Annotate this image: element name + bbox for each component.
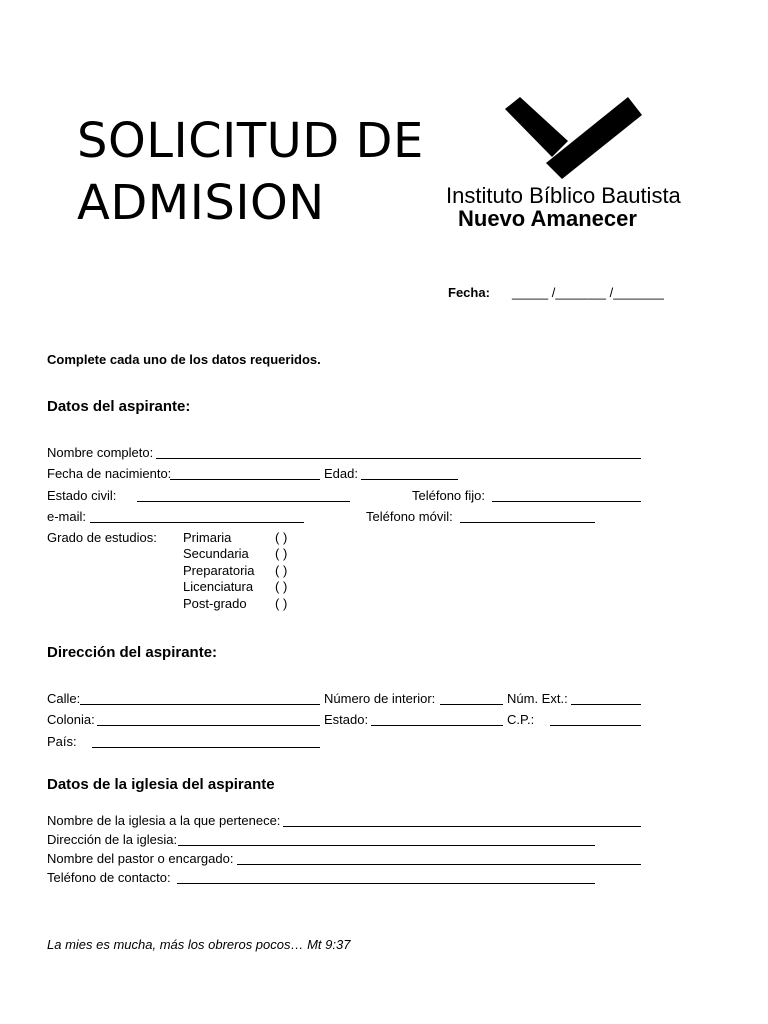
nombre-field[interactable] [156, 458, 641, 459]
colonia-field[interactable] [97, 725, 320, 726]
iglesia-nombre-field[interactable] [283, 826, 641, 827]
telefono-fijo-field[interactable] [492, 501, 641, 502]
fecha-blanks[interactable]: _____ /_______ /_______ [512, 285, 664, 300]
telefono-movil-label: Teléfono móvil: [366, 509, 453, 524]
codigo-postal-field[interactable] [550, 725, 641, 726]
page-title-line2: ADMISION [77, 175, 325, 231]
email-label: e-mail: [47, 509, 87, 524]
grado-option-label: Secundaria [183, 546, 249, 561]
colonia-label: Colonia: [47, 712, 95, 727]
pais-field[interactable] [92, 747, 320, 748]
pastor-field[interactable] [237, 864, 641, 865]
fecha-label: Fecha: [448, 285, 490, 300]
grado-option-checkbox[interactable]: ( ) [275, 563, 288, 578]
iglesia-direccion-label: Dirección de la iglesia: [47, 832, 178, 847]
grado-estudios-label: Grado de estudios: [47, 530, 157, 545]
calle-label: Calle: [47, 691, 81, 706]
telefono-contacto-field[interactable] [177, 883, 595, 884]
section-heading-iglesia: Datos de la iglesia del aspirante [47, 776, 275, 793]
page-title-line1: SOLICITUD DE [77, 113, 424, 169]
grado-option-label: Post-grado [183, 596, 247, 611]
numero-exterior-label: Núm. Ext.: [507, 691, 568, 706]
grado-option-checkbox[interactable]: ( ) [275, 579, 288, 594]
pais-label: País: [47, 734, 77, 749]
numero-interior-label: Número de interior: [324, 691, 436, 706]
grado-option-label: Preparatoria [183, 563, 255, 578]
grado-option-checkbox[interactable]: ( ) [275, 530, 288, 545]
iglesia-nombre-label: Nombre de la iglesia a la que pertenece: [47, 813, 281, 828]
grado-option-checkbox[interactable]: ( ) [275, 596, 288, 611]
telefono-contacto-label: Teléfono de contacto: [47, 870, 171, 885]
grado-option-label: Primaria [183, 530, 232, 545]
numero-interior-field[interactable] [440, 704, 503, 705]
telefono-fijo-label: Teléfono fijo: [412, 488, 485, 503]
fecha-nacimiento-field[interactable] [170, 479, 320, 480]
iglesia-direccion-field[interactable] [178, 845, 595, 846]
section-heading-direccion: Dirección del aspirante: [47, 644, 218, 661]
edad-label: Edad: [324, 466, 358, 481]
grado-option-label: Licenciatura [183, 579, 254, 594]
estado-field[interactable] [371, 725, 503, 726]
logo-institute-subname: Nuevo Amanecer [458, 206, 637, 231]
logo-institute-name: Instituto Bíblico Bautista [446, 183, 681, 208]
calle-field[interactable] [80, 704, 320, 705]
edad-field[interactable] [361, 479, 458, 480]
pastor-label: Nombre del pastor o encargado: [47, 851, 234, 866]
estado-label: Estado: [324, 712, 369, 727]
email-field[interactable] [90, 522, 304, 523]
footer-verse: La mies es mucha, más los obreros pocos… Mt 9:37 [47, 937, 351, 952]
nombre-label: Nombre completo: [47, 445, 154, 460]
grado-option-checkbox[interactable]: ( ) [275, 546, 288, 561]
numero-exterior-field[interactable] [571, 704, 641, 705]
instruction-text: Complete cada uno de los datos requeridos. [47, 352, 321, 367]
section-heading-aspirante: Datos del aspirante: [47, 398, 191, 415]
telefono-movil-field[interactable] [460, 522, 595, 523]
estado-civil-field[interactable] [137, 501, 350, 502]
estado-civil-label: Estado civil: [47, 488, 117, 503]
check-chevron-logo-icon [500, 95, 645, 183]
codigo-postal-label: C.P.: [507, 712, 535, 727]
fecha-nacimiento-label: Fecha de nacimiento: [47, 466, 172, 481]
